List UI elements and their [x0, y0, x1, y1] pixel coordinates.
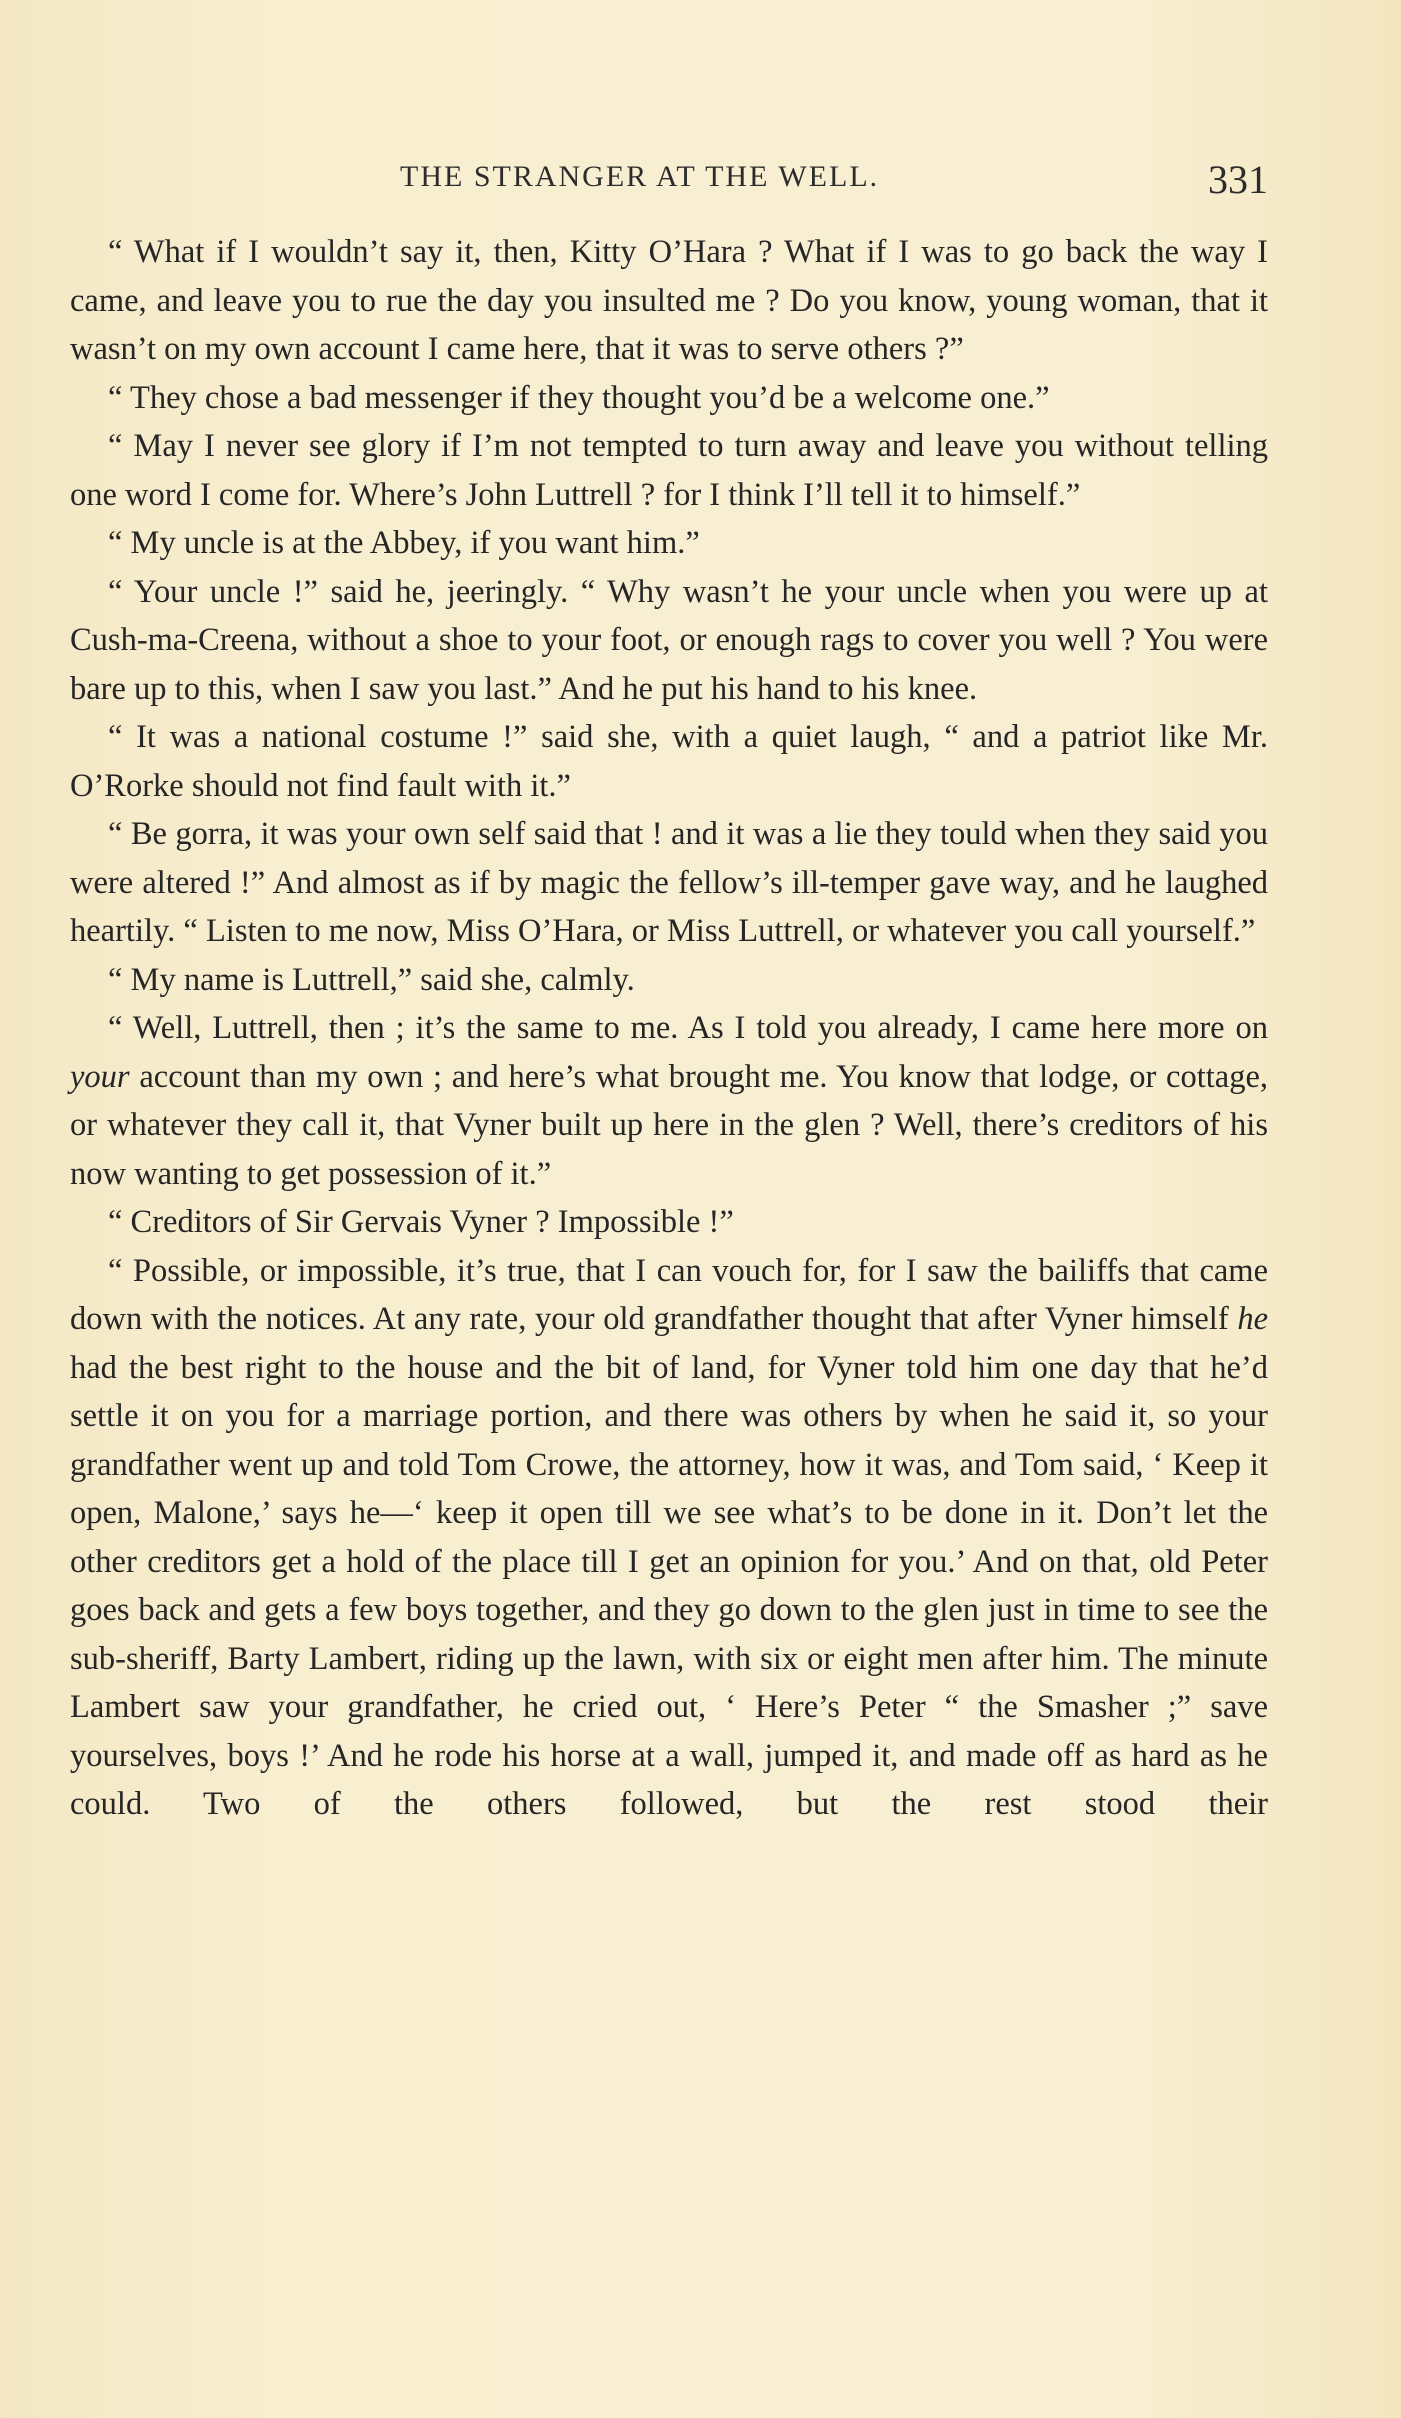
italic-emphasis: he	[1237, 1301, 1268, 1337]
paragraph: “ Your uncle !” said he, jeeringly. “ Why wasn’t he your uncle when you were up at Cush-ma-Creena, without a shoe to your foot, or enough rags to cover you well ? You were bare up to this, when I saw you last.” And he put his hand to his knee.	[70, 573, 1268, 707]
paragraph: “ It was a national costume !” said she, with a quiet laugh, “ and a patriot like Mr. O’Rorke should not find fault with it.”	[70, 719, 1268, 804]
text-run: had the best right to the house and the bit of land, for Vyner told him one day that he’d settle it on you for a marriage portion, and there was others by when he said it, so your grandfather went up and told Tom Crowe, the attorney, how it was, and Tom said, ‘ Keep it open, Malone,’ says he—‘ keep it open till we see what’s to be done in it. Don’t let the other creditors get a hold of the place till I get an opinion for you.’ And on that, old Peter goes back and gets a few boys together, and they go down to the glen just in time to see the sub-sheriff, Barty Lambert, riding up the lawn, with six or eight men after him. The minute Lambert saw your grandfather, he cried out, ‘ Here’s Peter “ the Smasher ;” save yourselves, boys !’ And he rode his horse at a wall, jumped it, and made off as hard as he could. Two of the others followed, but the rest stood their	[70, 1349, 1268, 1822]
paragraph: “ They chose a bad messenger if they thought you’d be a welcome one.”	[108, 379, 1050, 416]
page-number: 331	[1208, 157, 1268, 202]
paragraph: “ Be gorra, it was your own self said that ! and it was a lie they tould when they said you were altered !” And almost as if by magic the fellow’s ill-temper gave way, and he laughed heartily. “ Listen to me now, Miss O’Hara, or Miss Luttrell, or whatever you call yourself.”	[70, 816, 1268, 949]
paragraph: “ Creditors of Sir Gervais Vyner ? Impossible !”	[108, 1204, 734, 1240]
text-run: account than my own ; and here’s what brought me. You know that lodge, or cottage, or whatever they call it, that Vyner built up here in the glen ? Well, there’s creditors of his now wanting to get possession of it.”	[70, 1058, 1268, 1192]
italic-emphasis: your	[70, 1058, 130, 1095]
paragraph	[70, 1247, 1268, 1829]
paragraph	[70, 1004, 1268, 1198]
running-head	[400, 156, 1268, 204]
text-run: “ Possible, or impossible, it’s true, that I can vouch for, for I saw the bailiffs that came down with the notices. At any rate, your old grandfather thought that after Vyner himself	[70, 1252, 1268, 1337]
paragraph: “ My name is Luttrell,” said she, calmly.	[108, 961, 635, 998]
paragraph: “ What if I wouldn’t say it, then, Kitty O’Hara ? What if I was to go back the way I came, and leave you to rue the day you insulted me ? Do you know, young woman, that it wasn’t on my own account I came here, that it was to serve others ?”	[70, 234, 1268, 367]
running-title: THE STRANGER AT THE WELL.	[400, 160, 880, 193]
text-run: “ Well, Luttrell, then ; it’s the same to me. As I told you already, I came here more on	[108, 1010, 1268, 1046]
body-text	[70, 228, 1268, 1829]
paragraph: “ May I never see glory if I’m not tempted to turn away and leave you without telling one word I come for. Where’s John Luttrell ? for I think I’ll tell it to himself.”	[70, 428, 1268, 513]
paragraph: “ My uncle is at the Abbey, if you want him.”	[108, 525, 700, 561]
